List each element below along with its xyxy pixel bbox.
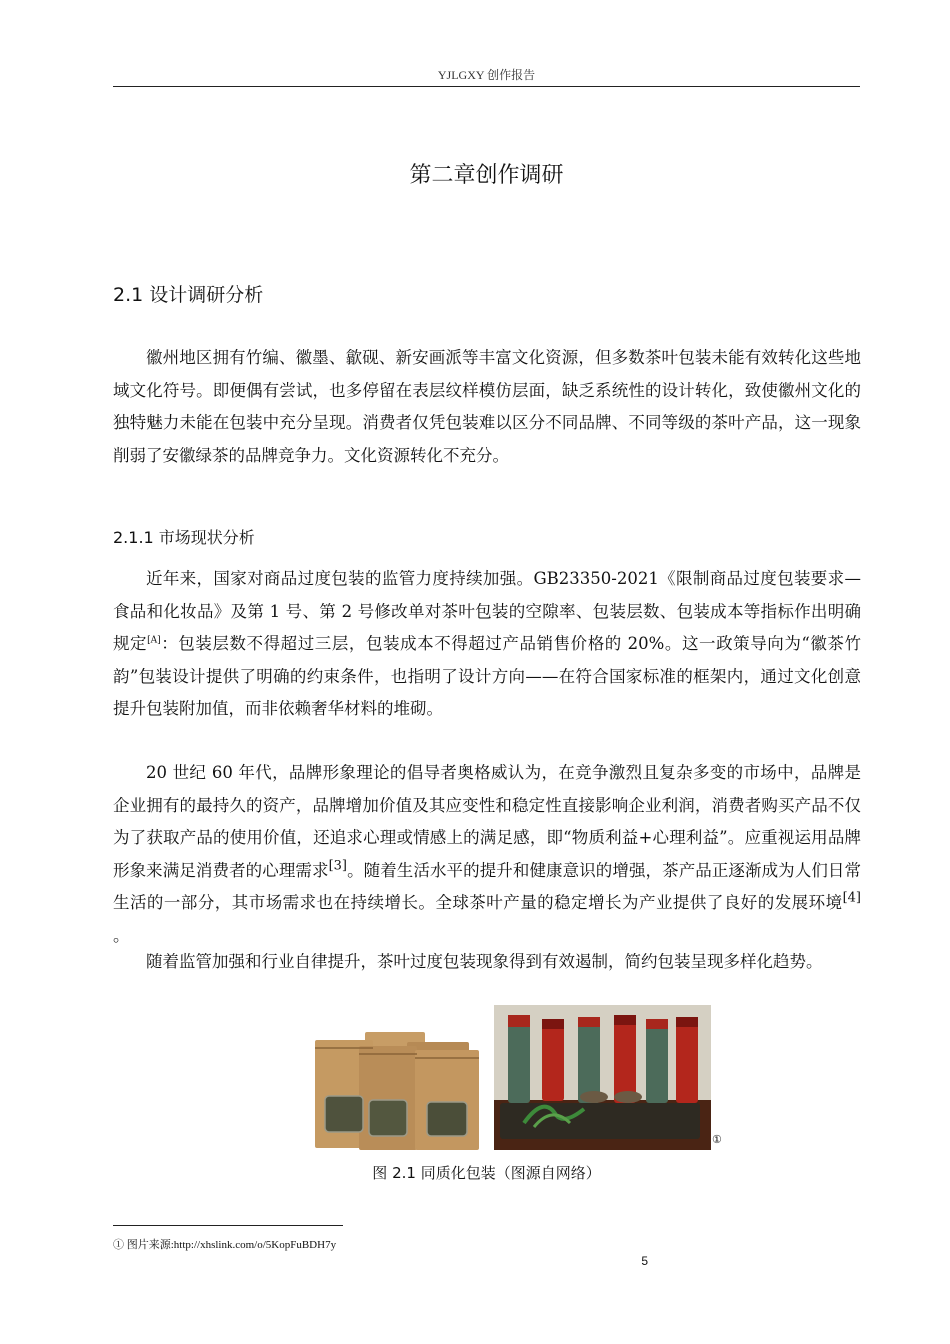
- paragraph-brand-theory: [113, 757, 861, 952]
- footnote-divider: [113, 1225, 343, 1226]
- section-heading: 2.1 设计调研分析: [113, 284, 264, 306]
- paragraph-brand-text-2: 。随着生活水平的提升和健康意识的增强，茶产品正逐渐成为人们日常生活的一部分，其市场需求也在持续增长。全球茶叶产量的稳定增长为产业提供了良好的发展环境: [113, 860, 862, 912]
- kraft-tea-bags-image: [307, 1030, 487, 1152]
- running-header: YJLGXY 创作报告: [437, 68, 536, 82]
- chapter-title: 第二章创作调研: [409, 163, 564, 188]
- paragraph-regulation-text-2: ：包装层数不得超过三层，包装成本不得超过产品销售价格的 20%。这一政策导向为“徽茶竹韵”包装设计提供了明确的约束条件，也指明了设计方向——在符合国家标准的框架内，通过文化创意提升包装附加值，而非依赖奢华材料的堆砌。: [113, 634, 861, 718]
- paragraph-brand-text-3: 。: [113, 925, 130, 945]
- citation-4: [4]: [842, 890, 861, 906]
- paragraph-brand-text-1: 20 世纪 60 年代，品牌形象理论的倡导者奥格威认为，在竞争激烈且复杂多变的市场中，品牌是企业拥有的最持久的资产，品牌增加价值及其应变性和稳定性直接影响企业利润，消费者购买产品不仅为了获取产品的使用价值，还追求心理或情感上的满足感，即“物质利益+心理利益”。应重视运用品牌形象来满足消费者的心理需求: [113, 763, 861, 880]
- paragraph-regulation-text-1: 近年来，国家对商品过度包装的监管力度持续加强。GB23350-2021《限制商品过度包装要求—食品和化妆品》及第 1 号、第 2 号修改单对茶叶包装的空隙率、包装层数、包装成本等指标作出明确规定: [113, 569, 861, 653]
- figure-footnote-marker: ①: [712, 1133, 722, 1146]
- page-number: 5: [641, 1254, 648, 1268]
- subsection-heading: 2.1.1 市场现状分析: [113, 528, 255, 547]
- paragraph-culture: 徽州地区拥有竹编、徽墨、歙砚、新安画派等丰富文化资源，但多数茶叶包装未能有效转化这些地域文化符号。即便偶有尝试，也多停留在表层纹样模仿层面，缺乏系统性的设计转化，致使徽州文化的独特魅力未能在包装中充分呈现。消费者仅凭包装难以区分不同品牌、不同等级的茶叶产品，这一现象削弱了安徽绿茶的品牌竞争力。文化资源转化不充分。: [113, 348, 861, 465]
- citation-a: [A]: [147, 635, 161, 646]
- citation-3: [3]: [328, 858, 347, 873]
- header-divider: [113, 86, 860, 87]
- footnote: ① 图片来源:http://xhslink.com/o/5KopFuBDH7y: [113, 1239, 337, 1251]
- paragraph-regulation: [113, 563, 861, 726]
- figure-caption: 图 2.1 同质化包装（图源自网络）: [372, 1164, 601, 1182]
- tea-tubes-tray-image: [494, 1005, 711, 1150]
- paragraph-trend: 随着监管加强和行业自律提升，茶叶过度包装现象得到有效遏制，简约包装呈现多样化趋势。: [146, 952, 823, 971]
